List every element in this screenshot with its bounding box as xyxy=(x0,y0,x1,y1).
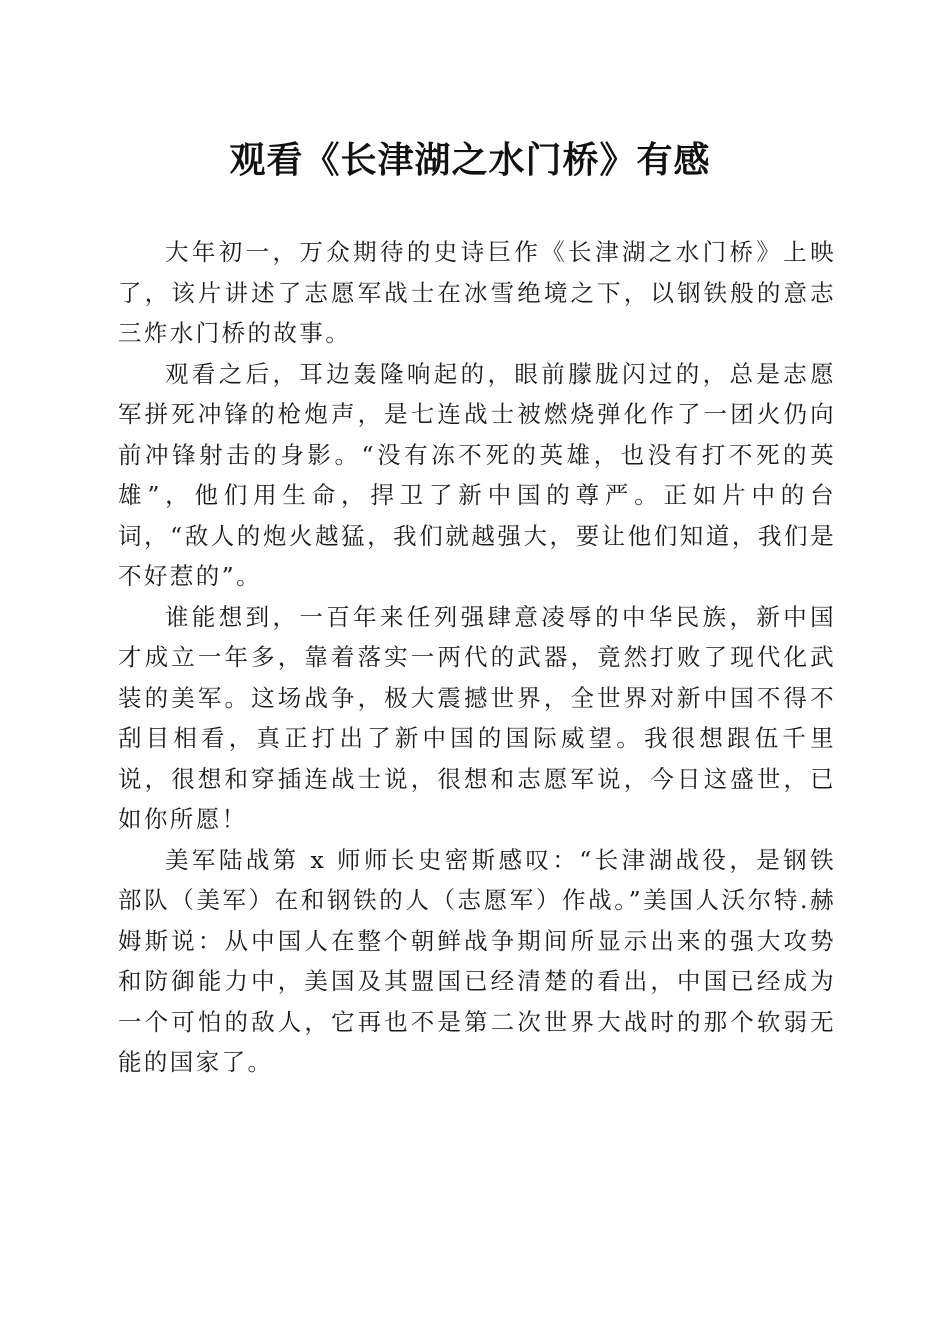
document-title: 观看《长津湖之水门桥》有感 xyxy=(229,139,711,181)
document-body xyxy=(118,232,836,1083)
paragraph-4: 美军陆战第 x 师师长史密斯感叹：“长津湖战役，是钢铁部队（美军）在和钢铁的人（志愿军）作战。”美国人沃尔特.赫姆斯说：从中国人在整个朝鲜战争期间所显示出来的强大攻势和防御能力中，美国及其盟国已经清楚的看出，中国已经成为一个可怕的敌人，它再也不是第二次世界大战时的那个软弱无能的国家了。 xyxy=(118,845,836,1076)
paragraph-3: 谁能想到，一百年来任列强肆意凌辱的中华民族，新中国才成立一年多，靠着落实一两代的武器，竟然打败了现代化武装的美军。这场战争，极大震撼世界，全世界对新中国不得不刮目相看，真正打出了新中国的国际威望。我很想跟伍千里说，很想和穿插连战士说，很想和志愿军说，今日这盛世，已如你所愿！ xyxy=(118,602,836,833)
paragraph-2: 观看之后，耳边轰隆响起的，眼前朦胧闪过的，总是志愿军拼死冲锋的枪炮声，是七连战士被燃烧弹化作了一团火仍向前冲锋射击的身影。“没有冻不死的英雄，也没有打不死的英雄”，他们用生命，捍卫了新中国的尊严。正如片中的台词，“敌人的炮火越猛，我们就越强大，要让他们知道，我们是不好惹的”。 xyxy=(118,359,836,590)
paragraph-1: 大年初一，万众期待的史诗巨作《长津湖之水门桥》上映了，该片讲述了志愿军战士在冰雪绝境之下，以钢铁般的意志三炸水门桥的故事。 xyxy=(118,238,836,347)
